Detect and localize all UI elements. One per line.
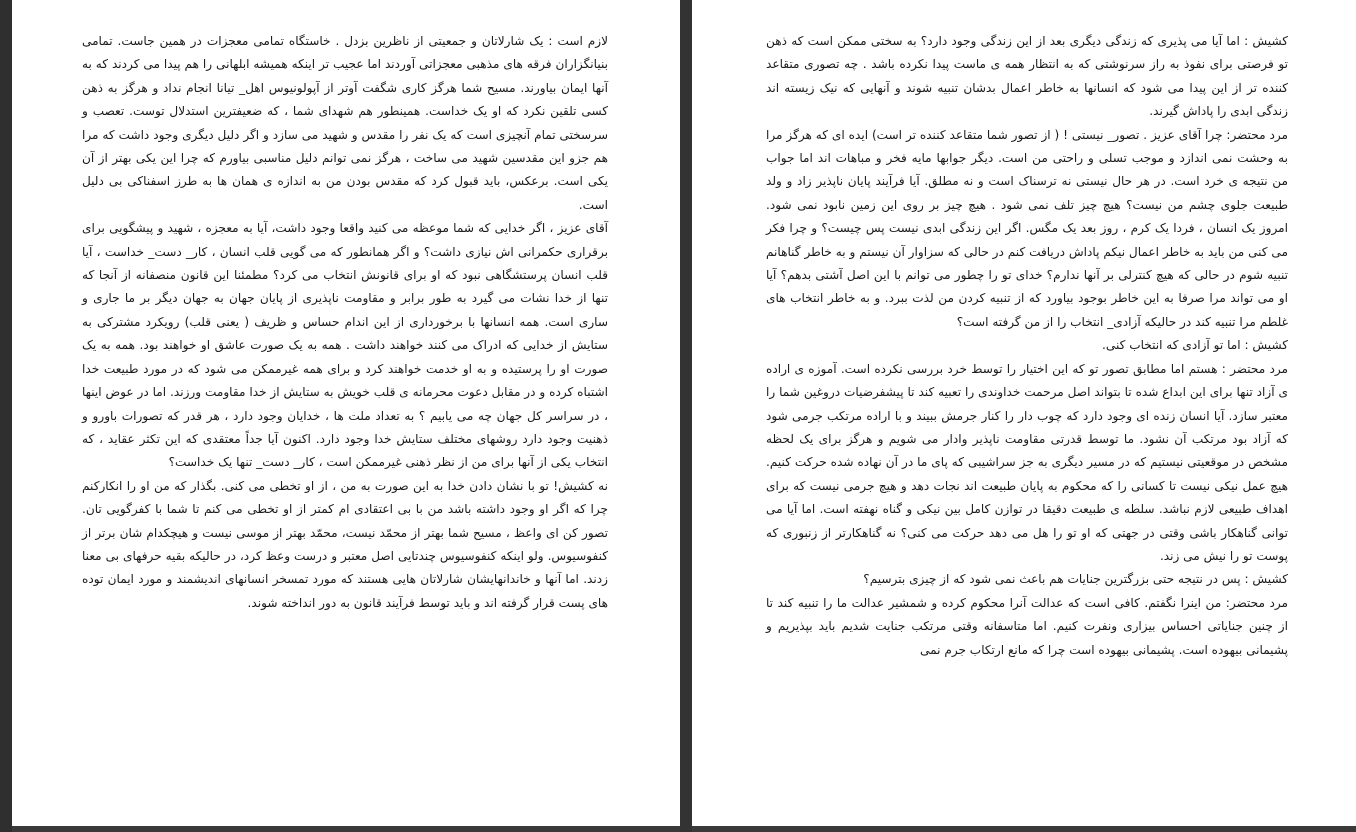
paragraph: مرد محتضر : هستم اما مطابق تصور تو که این اختیار را توسط خرد بررسی نکرده است. آموزه ی اراده ی آزاد تنها برای این ابداع شده تا بتواند اصل مرحمت خداوندی را تعبیه کند تا پیشفرضیات دروغین شما را معتبر سازد. آیا انسان زنده ای وجود دارد که چوب دار را کنار جرمش ببیند و با اراده مرتکب جرمی شود که آزاد بود مرتکب آن نشود. ما توسط قدرتی مقاومت ناپذیر وادار می شویم و هرگز برای یک لحظه مشخص در موقعیتی نیستیم که در مسیر دیگری به جز سراشیبی که پای ما در آن نهاده شده حرکت کنیم. هیچ عمل نیکی نیست تا کسانی را که محکوم به پایان طبیعت اند نجات دهد و هیچ جرمی نیست که برای اهداف طبیعی لازم نباشد. سلطه ی طبیعت دقیقا در توازن کامل بین نیکی و گناه نهفته است. اما آیا می توانی گناهکار باشی وقتی در جهتی که او تو را هل می دهد حرکت می کنی؟ نه گناهکارتر از زنبوری که پوست تو را نیش می زند. [766, 361, 1288, 563]
page-left-text [82, 30, 608, 615]
paragraph: کشیش : پس در نتیجه حتی بزرگترین جنایات هم باعث نمی شود که از چیزی بترسیم؟ [863, 572, 1288, 587]
page-gutter [680, 0, 692, 832]
viewer-background-left [0, 0, 12, 832]
paragraph: نه کشیش! تو با نشان دادن خدا به این صورت به من ، از او تخطی می کنی. بگذار که من او را انکارکنم چرا که اگر او وجود داشته باشد من با بی اعتقادی ام کمتر از او تخطی می کنم تا شما با کفرگویی تان. تصور کن ای واعظ ، مسیح شما بهتر از محمّد نیست، محمّد بهتر از موسی نیست و هیچکدام شان برتر از کنفوسیوس. ولو اینکه کنفوسیوس چندتایی اصل معتبر و درست وعظ کرد، در حالیکه بقیه حرفهای بی معنا زدند. اما آنها و خاندانهایشان شارلاتان هایی هستند که مورد تمسخر انسانهای اندیشمند و مورد ایمان توده های پست قرار گرفته اند و باید توسط فرآیند قانون به دور انداخته شوند. [82, 478, 608, 610]
document-page-left [12, 0, 680, 826]
paragraph: مرد محتضر: چرا آقای عزیز . تصور_ نیستی ! ( از تصور شما متقاعد کننده تر است) ایده ای که هرگز مرا به وحشت نمی اندازد و موجب تسلی و راحتی من است. دیگر جوابها مایه فخر و مباهات اند اما جواب من نتیجه ی خرد است. در هر حال نیستی نه ترسناک است و نه مطلق. آیا فرآیند پایان ناپذیر زاد و ولد طبیعت جلوی چشم من نیست؟ هیچ چیز تلف نمی شود . هیچ چیز بر روی این زمین نابود نمی شود. امروز یک انسان ، فردا یک کرم ، روز بعد یک مگس. اگر این زندگی ابدی نیست پس چیست؟ و چرا فکر می کنی من باید به خاطر اعمال نیکم پاداش دریافت کنم در حالی که سزاوار آن نیستم و به خاطر گناهانم تنبیه شوم در حالی که هیچ کنترلی بر آنها ندارم؟ خدای تو را چطور می توانم با این اصل آشتی بدهم؟ آیا او می تواند مرا صرفا به این خاطر بوجود بیاورد که از تنبیه کردن من لذت ببرد. و به خاطر انتخاب های غلطم مرا تنبیه کند در حالیکه آزادی_ انتخاب را از من گرفته است؟ [766, 127, 1288, 329]
paragraph: لازم است : یک شارلاتان و جمعیتی از ناظرین بزدل . خاستگاه تمامی معجزات در همین جاست. تمامی بنیانگزاران فرقه های مذهبی معجزاتی آوردند اما عجیب تر اینکه همیشه ابلهانی را هم پیدا می کردند که به آنها ایمان بیاورند. مسیح شما هرگز کاری شگفت آوتر از آپولونیوس اهل_ تیانا انجام نداد و هرگز به ذهن کسی تلقین نکرد که او یک خداست. همینطور هم شهدای شما ، که ضعیفترین استدلال توست. تعصب و سرسختی تمام آنچیزی است که یک نفر را مقدس و شهید می سازد و اگر دلیل دیگری وجود داشت که مرا هم جزو این مقدسین شهید می ساخت ، هرگز نمی توانم دلیل مناسبی بیاورم که چرا این یکی بهتر از آن یکی است. برعکس، باید قبول کرد که مقدس بودن من به اندازه ی همان ها به طرز اسفناکی بی دلیل است. [82, 34, 608, 212]
paragraph: آقای عزیز ، اگر خدایی که شما موعظه می کنید واقعا وجود داشت، آیا به معجزه ، شهید و پیشگویی برای برقراری حکمرانی اش نیازی داشت؟ و اگر همانطور که می گویی قلب انسان ، کار_ دست_ خداست ، آیا قلب انسان پرستشگاهی نبود که او برای قانونش انتخاب می کرد؟ مطمئنا این قانون منصفانه از آنجا که تنها از خدا نشات می گیرد به طور برابر و مقاومت ناپذیری از پایان جهان به جهان دیگر بر ما جاری و ساری است. همه انسانها با برخورداری از این اندام حساس و ظریف ( یعنی قلب) رویکرد مشترکی به ستایش از خدایی که ادراک می کنند خواهند داشت . همه به یک صورت عاشق او خواهند بود. همه به یک صورت او را پرستیده و به او خدمت خواهند کرد و برای همه غیرممکن می شود که در مورد طبیعت خدا اشتباه کرده و در مقابل دعوت محرمانه ی قلب خویش به ستایش از خدا مقاومت ورزند. اما در عوض اینها ، در سراسر کل جهان چه می یابیم ؟ به تعداد ملت ها ، خدایان وجود دارد ، هر قدر که تصورات باورو و ذهنیت وجود دارد روشهای مختلف ستایش خدا وجود دارد. اکنون آیا جداً معتقدی که این تکثر عقاید ، که انتخاب یکی از آنها برای من از نظر ذهنی غیرممکن است ، کار_ دست_ تنها یک خداست؟ [82, 221, 608, 470]
document-page-right [692, 0, 1356, 826]
paragraph: کشیش : اما آیا می پذیری که زندگی دیگری بعد از این زندگی وجود دارد؟ به سختی ممکن است که ذهن تو فرصتی برای نفوذ به راز سرنوشتی که به انتظار همه ی ماست پیدا نکرده باشد . چه تصوری متقاعد کننده تر از این پیدا می شود که انسانها به خاطر اعمال بدشان تنبیه شوند و آنهایی که نیک زیسته اند زندگی ابدی را پاداش گیرند. [766, 34, 1288, 119]
page-right-text [766, 30, 1288, 662]
paragraph: کشیش : اما تو آزادی که انتخاب کنی. [1102, 338, 1288, 353]
paragraph: مرد محتضر: من اینرا نگفتم. کافی است که عدالت آنرا محکوم کرده و شمشیر عدالت ما را تنبیه کند تا از چنین جنایاتی احساس بیزاری ونفرت کنیم. اما متاسفانه وقتی مرتکب جنایت شدیم باید بپذیریم و پشیمانی بیهوده است. پشیمانی بیهوده است چرا که مانع ارتکاب جرم نمی [766, 595, 1288, 657]
